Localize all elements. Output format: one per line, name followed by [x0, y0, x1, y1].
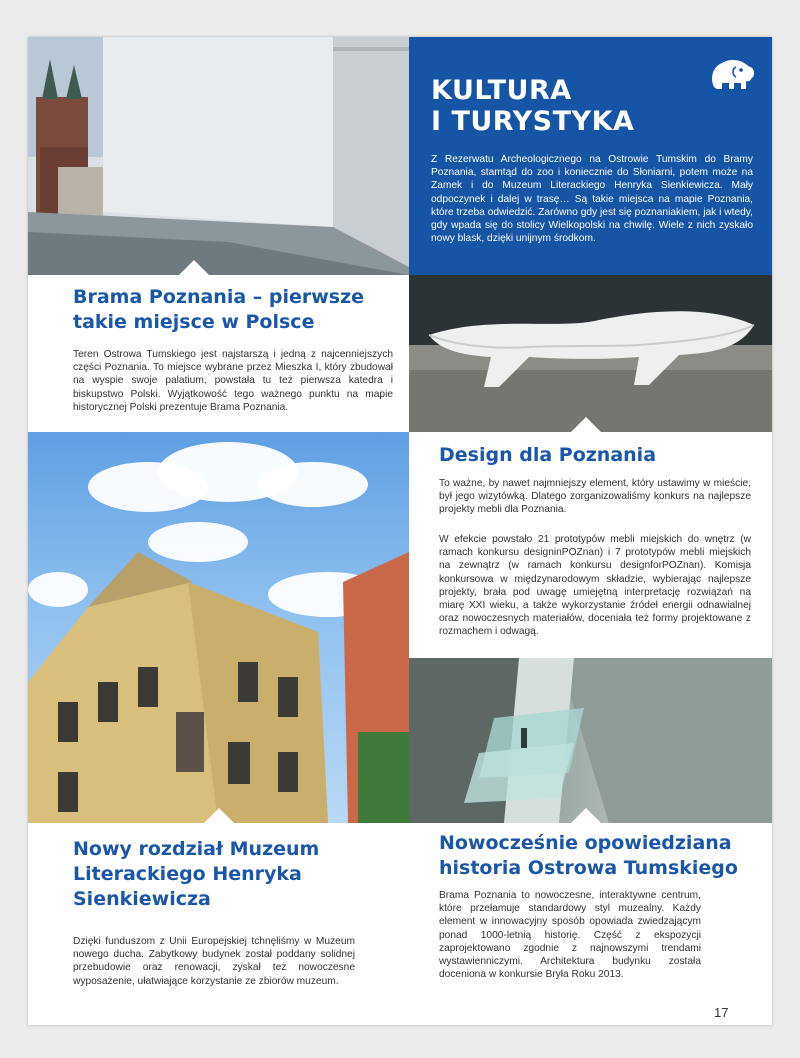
muzeum-heading-line-2: Literackiego Henryka [73, 863, 302, 885]
museum-interior-photo [409, 658, 772, 823]
muzeum-heading-line-3: Sienkiewicza [73, 888, 211, 910]
brama-heading-line-1: Brama Poznania – pierwsze [73, 286, 365, 308]
ostrow-heading-line-2: historia Ostrowa Tumskiego [439, 857, 738, 879]
design-text-2: W efekcie powstało 21 prototypów mebli miejskich do wnętrz (w ramach konkursu designinPOZnan) i 7 prototypów mebli miejskich na zewnątrz (w ramach konkursu designforPOZnan). Komisja konkursowa w międzynarodowym składzie, wybierając najlepsze projekty, brała pod uwagę umiejętną interpretację rozwiązań na miarę XXI wieku, a także wykorzystanie źródeł energii odnawialnej oraz nowoczesnych materiałów, doceniała też formy projektowane z rozmachem i odwagą. [439, 534, 751, 638]
muzeum-heading-line-1: Nowy rozdział Muzeum [73, 838, 320, 860]
magazine-page [28, 37, 772, 1025]
muzeum-text: Dzięki funduszom z Unii Europejskiej tchnęliśmy w Muzeum nowego ducha. Zabytkowy budynek został poddany solidnej przebudowie oraz renowacji, zyskał też nowoczesne wyposażenie, ułatwiające korzystanie ze zbiorów muzeum. [73, 936, 355, 987]
ostrow-heading [439, 831, 769, 881]
museum-building-photo [28, 432, 409, 823]
bench-notch [570, 417, 602, 433]
elephant-icon [708, 57, 756, 100]
title-line-1: KULTURA [431, 75, 572, 106]
photo-notch [178, 260, 210, 276]
muzeum-heading [73, 837, 393, 912]
ostrow-heading-line-1: Nowocześnie opowiedziana [439, 832, 732, 854]
page-number: 17 [714, 1005, 729, 1020]
design-heading: Design dla Poznania [439, 444, 657, 466]
ostrow-text: Brama Poznania to nowoczesne, interaktywne centrum, które przełamuje standardowy styl muzealny. Każdy element w innowacyjny sposób opowiada zwiedzającym ponad 1000-letnią historię. Część z ekspozycji zaprojektowano zgodnie z najnowszymi trendami wystawienniczymi. Architektura budynku została doceniona w konkursie Bryła Roku 2013. [439, 890, 701, 981]
museum-notch [570, 808, 602, 824]
title-line-2: I TURYSTYKA [431, 106, 635, 137]
bench-photo [409, 275, 772, 432]
brama-text: Teren Ostrowa Tumskiego jest najstarszą i jedną z najcenniejszych części Poznania. To miejsce wybrane przez Mieszka I, który zbudował na wyspie swoje palatium, powstała tu też pierwsza katedra i biskupstwo Polski. Wyjątkowość tego ważnego punktu na mapie historycznej Polski prezentuje Brama Poznania. [73, 349, 393, 413]
intro-text: Z Rezerwatu Archeologicznego na Ostrowie Tumskim do Bramy Poznania, stamtąd do zoo i koniecznie do Słoniarni, potem może na Zamek i do Muzeum Literackiego Henryka Sienkiewicza. Mały odpoczynek i dalej w trasę… Są takie miejsca na mapie Poznania, które trzeba odwiedzić. Zarówno gdy jest się poznaniakiem, jak i wtedy, gdy wpada się do stolicy Wielkopolski na chwilę. Wiele z nich zyskało nowy blask, dzięki unijnym środkom. [431, 154, 753, 245]
design-text-1: To ważne, by nawet najmniejszy element, który ustawimy w mieście, był jego wizytówką. Dlatego zorganizowaliśmy konkurs na najlepsze projekty mebli dla Poznania. [439, 478, 751, 516]
brama-heading [73, 285, 393, 335]
building-notch [203, 808, 235, 824]
brama-heading-line-2: takie miejsce w Polsce [73, 311, 315, 333]
page-title [431, 75, 634, 137]
brama-poznania-photo [28, 37, 409, 275]
